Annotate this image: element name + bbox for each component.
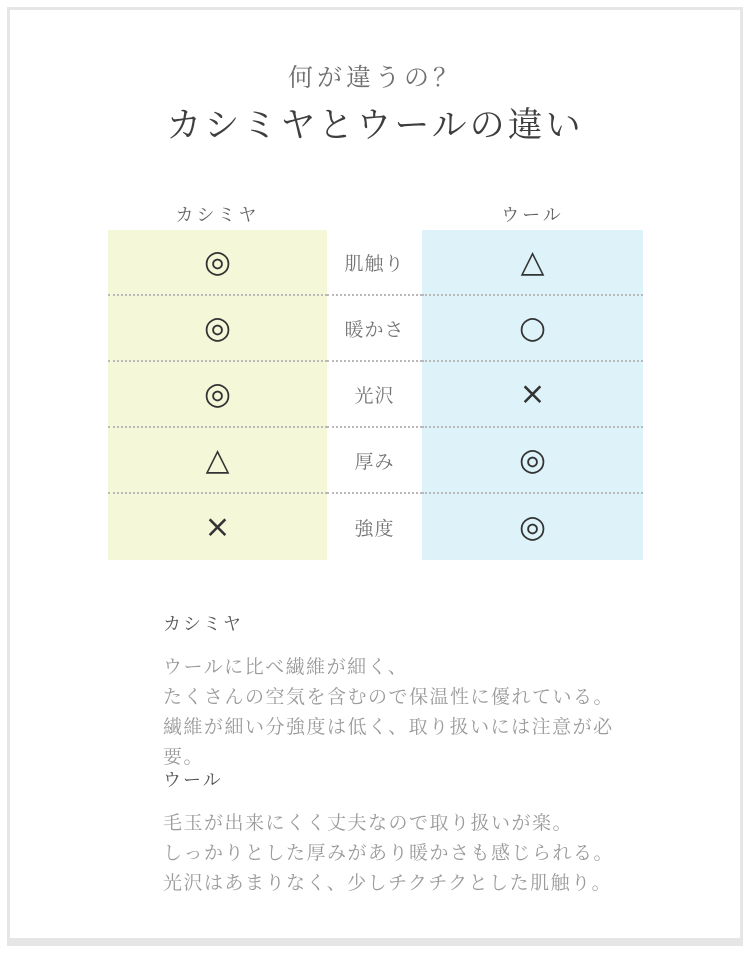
comparison-table <box>108 197 643 560</box>
cashmere-description-heading: カシミヤ <box>163 614 243 635</box>
cashmere-rating-atatakasa: ◎ <box>108 296 327 362</box>
cashmere-rating-kyodo: × <box>108 494 327 560</box>
column-headers <box>108 197 643 230</box>
cashmere-rating-kotaku: ◎ <box>108 362 327 428</box>
cashmere-rating-hadazawari: ◎ <box>108 230 327 296</box>
column-header-wool: ウール <box>501 204 564 226</box>
wool-description-line: 光沢はあまりなく、少しチクチクとした肌触り。 <box>163 872 613 894</box>
page-subtitle: 何が違うの？ <box>287 63 462 92</box>
wool-rating-hadazawari: △ <box>422 230 643 296</box>
cashmere-description-line: たくさんの空気を含むので保温性に優れている。 <box>163 686 615 708</box>
wool-description-heading: ウール <box>163 770 223 791</box>
wool-description-line: しっかりとした厚みがあり暖かさも感じられる。 <box>163 842 615 864</box>
wool-rating-kyodo: ◎ <box>422 494 643 560</box>
wool-rating-kotaku: × <box>422 362 643 428</box>
page-title: カシミヤとウールの違い <box>166 106 584 146</box>
wool-rating-atsumi: ◎ <box>422 428 643 494</box>
row-label-kyodo: 強度 <box>354 517 395 540</box>
wool-description <box>163 766 643 898</box>
row-label-kotaku: 光沢 <box>327 362 422 428</box>
comparison-grid <box>108 230 643 560</box>
column-header-cashmere: カシミヤ <box>175 204 260 226</box>
row-label-hadazawari: 肌触り <box>327 230 422 296</box>
cashmere-description-line: 繊維が細い分強度は低く、取り扱いには注意が必要。 <box>163 716 614 768</box>
wool-description-line: 毛玉が出来にくく丈夫なので取り扱いが楽。 <box>163 812 574 834</box>
wool-rating-atatakasa: ○ <box>422 296 643 362</box>
cashmere-description-line: ウールに比べ繊維が細く、 <box>163 656 409 678</box>
row-label-atsumi: 厚み <box>327 428 422 494</box>
cashmere-rating-atsumi: △ <box>108 428 327 494</box>
row-label-atatakasa: 暖かさ <box>327 296 422 362</box>
cashmere-description <box>163 610 643 772</box>
